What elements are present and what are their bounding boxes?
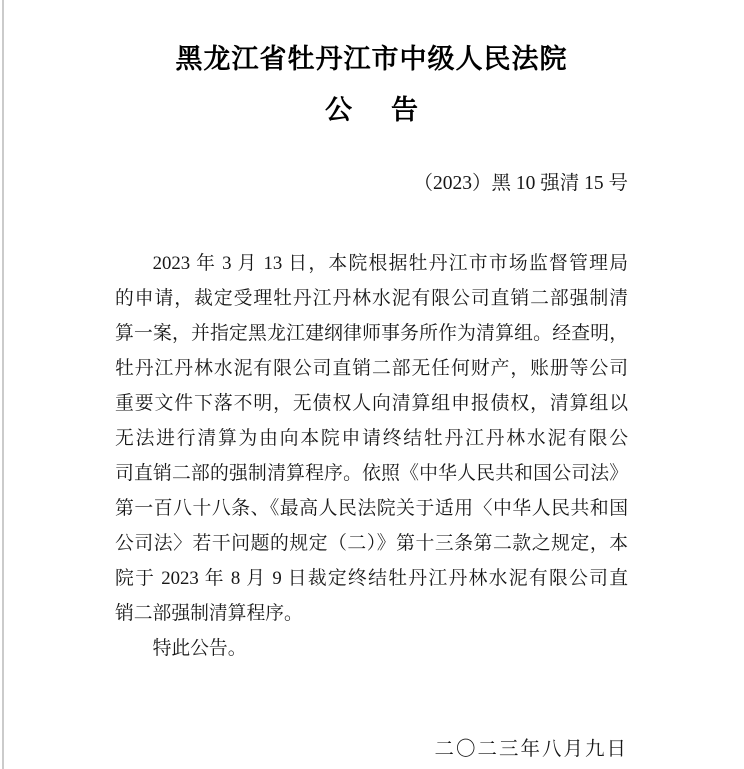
body-line: 算一案，并指定黑龙江建纲律师事务所作为清算组。经查明， bbox=[115, 323, 628, 344]
announcement-date: 二〇二三年八月九日 bbox=[434, 739, 628, 760]
body-line: 院于 2023 年 8 月 9 日裁定终结牡丹江丹林水泥有限公司直 bbox=[115, 568, 628, 589]
case-number: （2023）黑 10 强清 15 号 bbox=[413, 173, 628, 194]
body-line: 重要文件下落不明，无债权人向清算组申报债权，清算组以 bbox=[115, 393, 628, 414]
body-line: 公司法〉若干问题的规定（二）》第十三条第二款之规定，本 bbox=[115, 533, 628, 554]
announcement-title: 公 告 bbox=[325, 95, 424, 125]
body-line: 第一百八十八条、《最高人民法院关于适用〈中华人民共和国 bbox=[115, 498, 628, 519]
page-left-edge-line bbox=[2, 0, 4, 769]
document-content bbox=[115, 0, 628, 761]
body-line: 牡丹江丹林水泥有限公司直销二部无任何财产，账册等公司 bbox=[115, 358, 628, 379]
announcement-body bbox=[115, 246, 628, 631]
body-line: 2023 年 3 月 13 日，本院根据牡丹江市市场监督管理局 bbox=[152, 253, 628, 274]
body-line: 司直销二部的强制清算程序。依照《中华人民共和国公司法》 bbox=[115, 463, 628, 484]
body-line: 无法进行清算为由向本院申请终结牡丹江丹林水泥有限公 bbox=[115, 428, 628, 449]
body-line: 销二部强制清算程序。 bbox=[115, 603, 303, 624]
court-name-heading: 黑龙江省牡丹江市中级人民法院 bbox=[175, 44, 568, 74]
closing-statement: 特此公告。 bbox=[152, 638, 247, 659]
body-line: 的申请，裁定受理牡丹江丹林水泥有限公司直销二部强制清 bbox=[115, 288, 628, 309]
